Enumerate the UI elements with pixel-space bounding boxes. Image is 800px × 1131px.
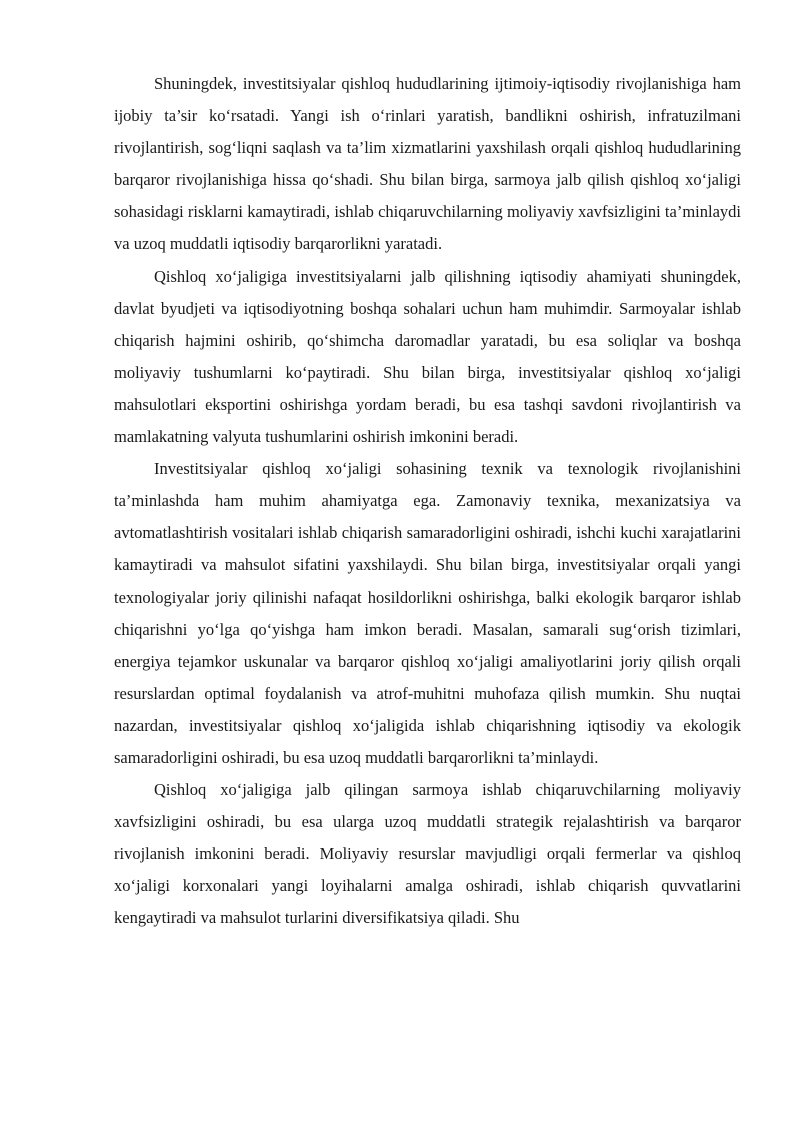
paragraph: Qishloq xo‘jaligiga investitsiyalarni jalb qilishning iqtisodiy ahamiyati shuningdek, davlat byudjeti va iqtisodiyotning boshqa sohalari uchun ham muhimdir. Sarmoyalar ishlab chiqarish hajmini oshirib, qo‘shimcha daromadlar yaratadi, bu esa soliqlar va boshqa moliyaviy tushumlarni ko‘paytiradi. Shu bilan birga, investitsiyalar qishloq xo‘jaligi mahsulotlari eksportini oshirishga yordam beradi, bu esa tashqi savdoni rivojlantirish va mamlakatning valyuta tushumlarini oshirish imkonini beradi. [114, 266, 741, 447]
paragraph: Qishloq xo‘jaligiga jalb qilingan sarmoya ishlab chiqaruvchilarning moliyaviy xavfsizligini oshiradi, bu esa ularga uzoq muddatli strategik rejalashtirish va barqaror rivojlanish imkonini beradi. Moliyaviy resurslar mavjudligi orqali fermerlar va qishloq xo‘jaligi korxonalari yangi loyihalarni amalga oshiradi, ishlab chiqarish quvvatlarini kengaytiradi va mahsulot turlarini diversifikatsiya qiladi. Shu [114, 780, 741, 928]
document-page [114, 68, 741, 935]
paragraph: Shuningdek, investitsiyalar qishloq hududlarining ijtimoiy-iqtisodiy rivojlanishiga ham ijobiy ta’sir ko‘rsatadi. Yangi ish o‘rinlari yaratish, bandlikni oshirish, infratuzilmani rivojlantirish, sog‘liqni saqlash va ta’lim xizmatlarini yaxshilash orqali qishloq hududlarining barqaror rivojlanishiga hissa qo‘shadi. Shu bilan birga, sarmoya jalb qilish qishloq xo‘jaligi sohasidagi risklarni kamaytiradi, ishlab chiqaruvchilarning moliyaviy xavfsizligini ta’minlaydi va uzoq muddatli iqtisodiy barqarorlikni yaratadi. [114, 74, 741, 254]
paragraph: Investitsiyalar qishloq xo‘jaligi sohasining texnik va texnologik rivojlanishini ta’minlashda ham muhim ahamiyatga ega. Zamonaviy texnika, mexanizatsiya va avtomatlashtirish vositalari ishlab chiqarish samaradorligini oshiradi, ishchi kuchi xarajatlarini kamaytiradi va mahsulot sifatini yaxshilaydi. Shu bilan birga, investitsiyalar orqali yangi texnologiyalar joriy qilinishi nafaqat hosildorlikni oshirishga, balki ekologik barqaror ishlab chiqarishni yo‘lga qo‘yishga ham imkon beradi. Masalan, samarali sug‘orish tizimlari, energiya tejamkor uskunalar va barqaror qishloq xo‘jaligi amaliyotlarini joriy qilish orqali resurslardan optimal foydalanish va atrof-muhitni muhofaza qilish mumkin. Shu nuqtai nazardan, investitsiyalar qishloq xo‘jaligida ishlab chiqarishning iqtisodiy va ekologik samaradorligini oshiradi, bu esa uzoq muddatli barqarorlikni ta’minlaydi. [114, 459, 741, 767]
